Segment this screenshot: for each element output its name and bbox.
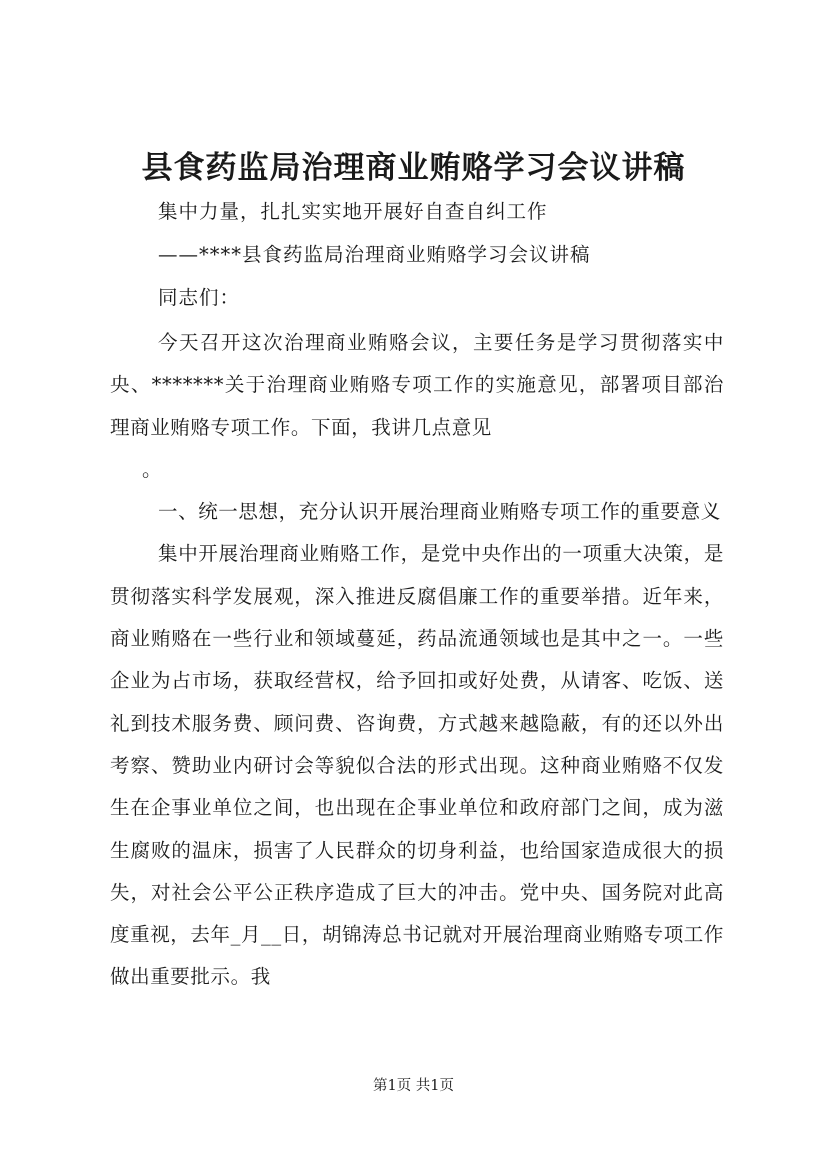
document-title: 县食药监局治理商业贿赂学习会议讲稿	[141, 150, 686, 186]
paragraph-stray-period: 。	[142, 457, 163, 481]
document-body	[110, 322, 724, 999]
document-subtitle: 集中力量，扎扎实实地开展好自查自纠工作	[158, 200, 548, 223]
page-number-footer: 第1页 共1页	[372, 1078, 455, 1094]
paragraph-section-1: 集中开展治理商业贿赂工作，是党中央作出的一项重大决策，是贯彻落实科学发展观，深入推进反腐倡廉工作的重要举措。近年来，商业贿赂在一些行业和领域蔓延，药品流通领域也是其中之一。一些企业为占市场，获取经营权，给予回扣或好处费，从请客、吃饭、送礼到技术服务费、顾问费、咨询费，方式越来越隐蔽，有的还以外出考察、赞助业内研讨会等貌似合法的形式出现。这种商业贿赂不仅发生在企事业单位之间，也出现在企事业单位和政府部门之间，成为滋生腐败的温床，损害了人民群众的切身利益，也给国家造成很大的损失，对社会公平公正秩序造成了巨大的冲击。党中央、国务院对此高度重视，去年_月__日，胡锦涛总书记就对开展治理商业贿赂专项工作做出重要批示。我	[110, 542, 724, 989]
document-subtitle-source: ——****县食药监局治理商业贿赂学习会议讲稿	[158, 243, 591, 266]
section-heading-1: 一、统一思想，充分认识开展治理商业贿赂专项工作的重要意义	[158, 500, 721, 524]
salutation: 同志们：	[158, 286, 241, 309]
paragraph-intro: 今天召开这次治理商业贿赂会议，主要任务是学习贯彻落实中央、*******关于治理商业贿赂专项工作的实施意见，部署项目部治理商业贿赂专项工作。下面，我讲几点意见	[110, 331, 724, 439]
